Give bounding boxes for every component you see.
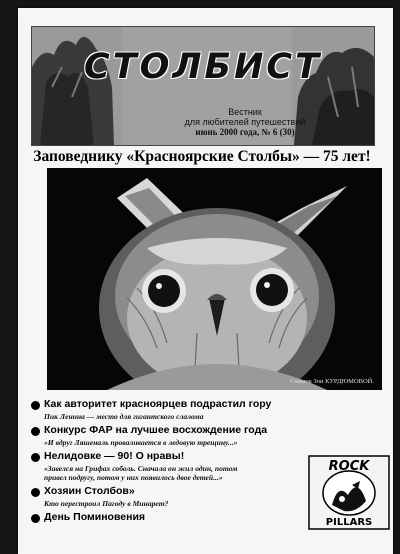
contents-item-title: Хозяин Столбов» (44, 485, 135, 497)
photo-credit: Снимок Зои КУРДЮМОВОЙ. (290, 378, 374, 385)
contents-item-subtitle: Кто перестроил Пагоду в Минарет? (44, 499, 169, 508)
masthead-subtitle-line1: Вестник (228, 107, 262, 117)
owl-image (47, 168, 382, 390)
bullet-icon (31, 453, 40, 462)
contents-item[interactable] (31, 397, 321, 421)
bullet-icon (31, 401, 40, 410)
contents-list (31, 397, 321, 525)
bullet-icon (31, 427, 40, 436)
contents-item-title: Нелидовке — 90! О нравы! (44, 450, 185, 462)
issue-number: июнь 2000 года, № 6 (30) (195, 127, 295, 137)
bullet-icon (31, 514, 40, 523)
contents-item-title: Как авторитет красноярцев подрастил гору (44, 398, 272, 410)
logo-bottom-text: PILLARS (325, 517, 373, 528)
contents-item-subtitle-line2: привел подругу, потом у них появилось двое детей...» (44, 473, 223, 482)
contents-item[interactable] (31, 484, 321, 508)
bullet-icon (31, 488, 40, 497)
masthead-subtitle-line2: для любителей путешествий (184, 117, 306, 127)
contents-item-title: Конкурс ФАР на лучшее восхождение года (44, 424, 268, 436)
main-headline: Заповеднику «Красноярские Столбы» — 75 лет! (33, 148, 371, 165)
contents-item-subtitle: «И вдруг Ляшеналь проваливается в ледовую трещину...» (44, 438, 238, 447)
contents-item-title: День Поминовения (44, 511, 146, 523)
owl-photo (47, 168, 382, 390)
contents-item[interactable] (31, 423, 321, 447)
rock-pillars-logo (308, 455, 390, 530)
contents-item[interactable] (31, 510, 321, 525)
logo-top-text: ROCK (328, 459, 370, 474)
newspaper-title: СТОЛБИСТ (84, 47, 322, 87)
contents-item-subtitle: «Завелся на Грифах соболь. Сначала он жил один, потом (44, 464, 238, 473)
contents-item-subtitle: Пик Ленина — место для гигантского слалома (44, 412, 204, 421)
contents-item[interactable] (31, 449, 321, 482)
masthead-subtitle (180, 107, 310, 137)
masthead (31, 26, 375, 146)
